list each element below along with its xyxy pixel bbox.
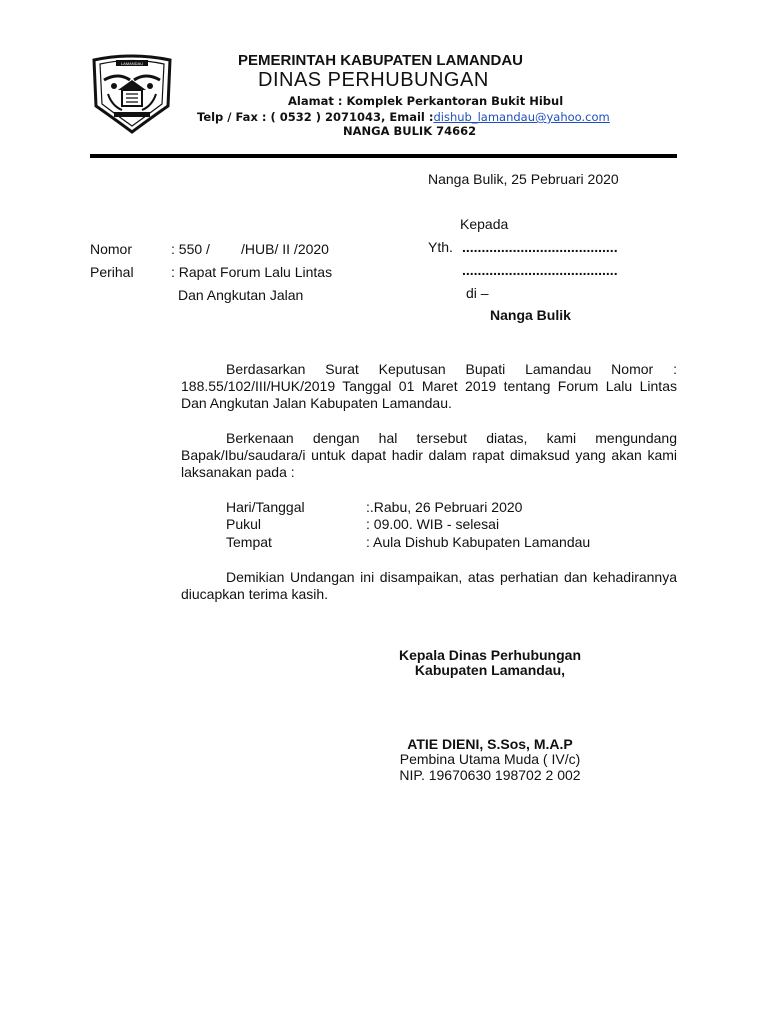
email-link[interactable]: dishub_lamandau@yahoo.com xyxy=(433,110,610,124)
detail-value-place: : Aula Dishub Kabupaten Lamandau xyxy=(366,534,591,550)
detail-label-day: Hari/Tanggal xyxy=(226,499,305,515)
office-name: DINAS PERHUBUNGAN xyxy=(258,69,489,91)
office-city: NANGA BULIK 74662 xyxy=(343,124,477,138)
regency-emblem-logo xyxy=(88,50,176,134)
signatory-rank: Pembina Utama Muda ( IV/c) xyxy=(399,751,581,767)
perihal-value-line2: Dan Angkutan Jalan xyxy=(178,287,304,303)
detail-value-time: : 09.00. WIB - selesai xyxy=(366,516,500,532)
signatory-nip: NIP. 19670630 198702 2 002 xyxy=(399,767,581,783)
detail-value-day: :.Rabu, 26 Pebruari 2020 xyxy=(366,499,523,515)
signature-title-1: Kepala Dinas Perhubungan xyxy=(398,647,582,663)
paragraph-1-text: Berdasarkan Surat Keputusan Bupati Lamandau Nomor : 188.55/102/III/HUK/2019 Tanggal 01 Maret 2019 tentang Forum Lalu Lintas Dan Angkutan Jalan Kabupaten Lamandau. xyxy=(181,361,677,411)
addressee-dots-1: ........................................ xyxy=(462,239,618,255)
yth-label: Yth. xyxy=(428,239,453,255)
detail-label-time: Pukul xyxy=(226,516,262,532)
letterhead-divider xyxy=(90,154,677,158)
paragraph-1 xyxy=(181,361,677,412)
signature-title-2: Kabupaten Lamandau, xyxy=(414,662,566,678)
logo-text: LAMANDAU xyxy=(120,61,144,66)
kepada-label: Kepada xyxy=(460,216,509,232)
office-address: Alamat : Komplek Perkantoran Bukit Hibul xyxy=(288,94,564,108)
contact-prefix: Telp / Fax : ( 0532 ) 2071043, Email : xyxy=(197,110,434,124)
nomor-label: Nomor xyxy=(90,241,133,257)
paragraph-3-text: Demikian Undangan ini disampaikan, atas perhatian dan kehadirannya diucapkan terima kasih. xyxy=(181,569,677,602)
government-name: PEMERINTAH KABUPATEN LAMANDAU xyxy=(238,52,523,69)
addressee-dots-2: ........................................ xyxy=(462,262,618,278)
detail-label-place: Tempat xyxy=(226,534,272,550)
addressee-place: Nanga Bulik xyxy=(490,307,571,323)
office-contact xyxy=(197,110,610,124)
nomor-value: : 550 / /HUB/ II /2020 xyxy=(171,241,329,257)
letter-date: Nanga Bulik, 25 Pebruari 2020 xyxy=(428,171,619,187)
signatory-name: ATIE DIENI, S.Sos, M.A.P xyxy=(407,736,573,752)
paragraph-2 xyxy=(181,430,677,481)
di-label: di – xyxy=(466,285,489,301)
paragraph-2-text: Berkenaan dengan hal tersebut diatas, kami mengundang Bapak/Ibu/saudara/i untuk dapat hadir dalam rapat dimaksud yang akan kami laksanakan pada : xyxy=(181,430,677,480)
paragraph-3 xyxy=(181,569,677,603)
perihal-label: Perihal xyxy=(90,264,134,280)
perihal-value-line1: : Rapat Forum Lalu Lintas xyxy=(171,264,333,280)
